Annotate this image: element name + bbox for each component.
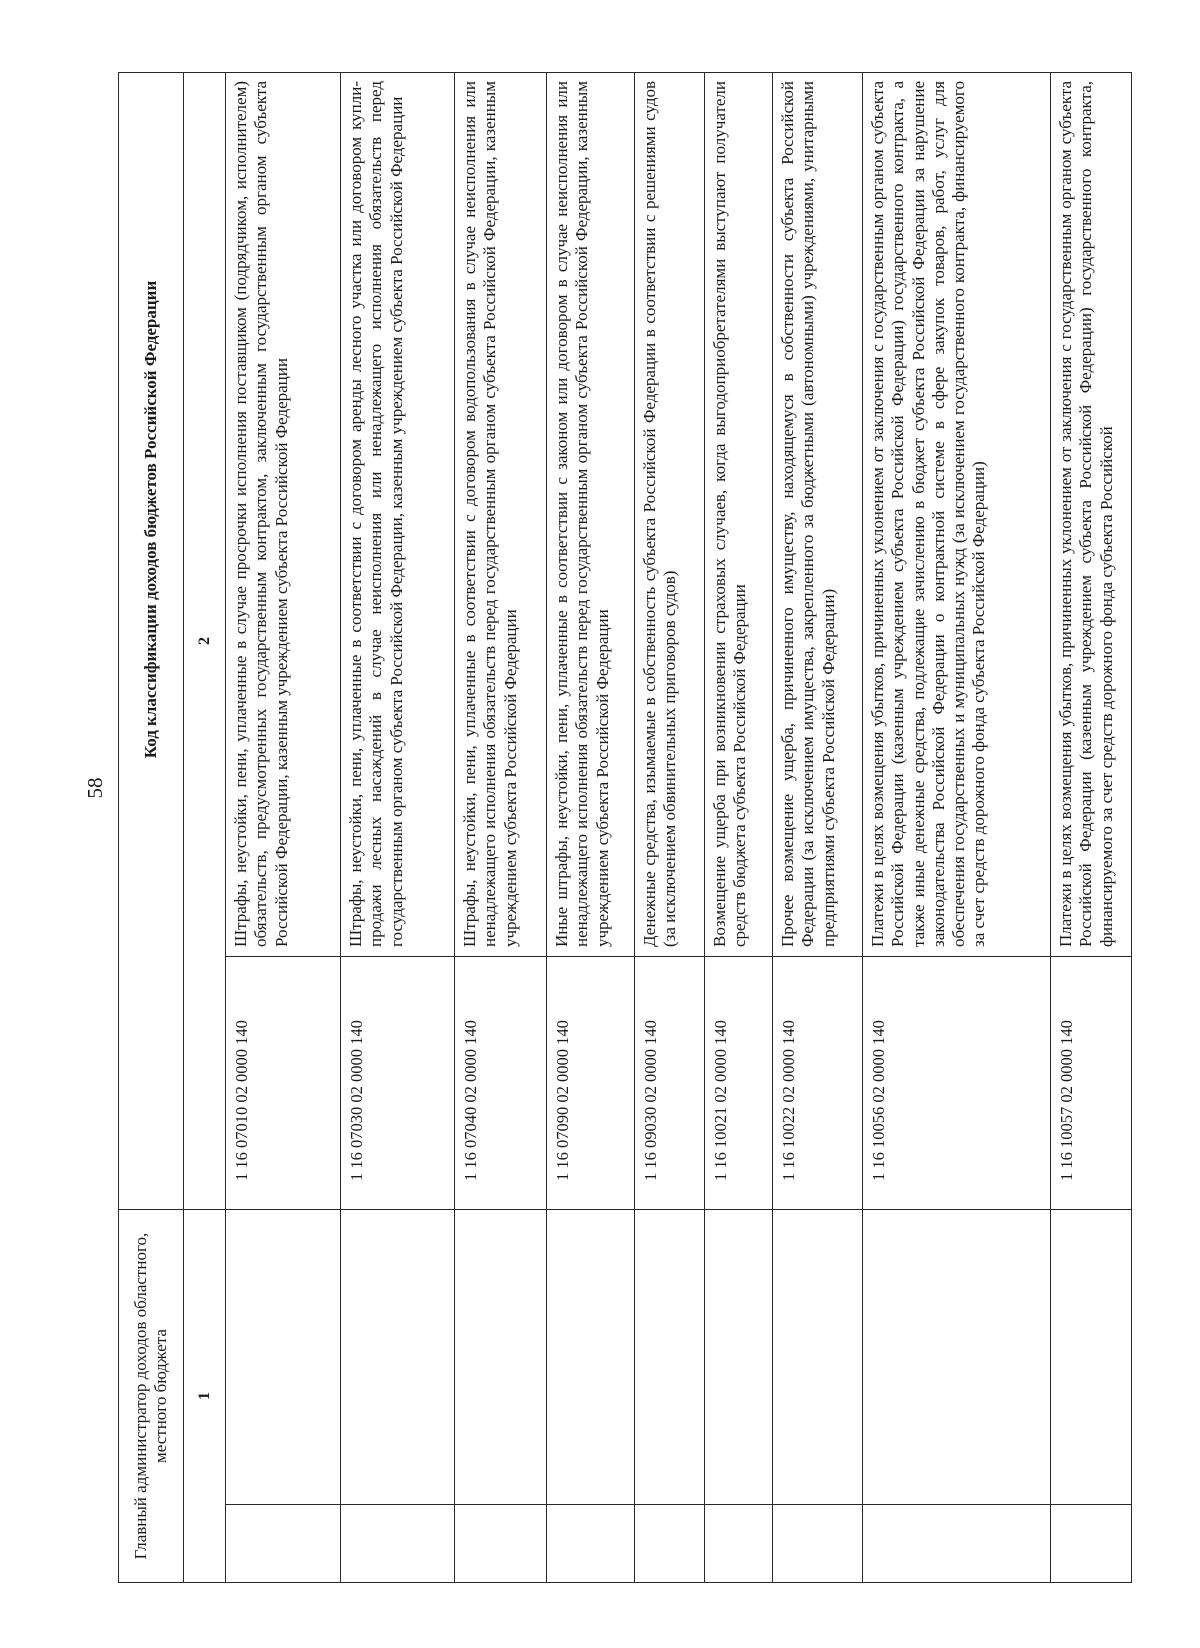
classification-code: 1 16 10021 02 0000 140 <box>704 956 773 1210</box>
classification-code: 1 16 10022 02 0000 140 <box>772 956 863 1210</box>
admin-cell <box>1050 1209 1132 1505</box>
admin-subcell <box>862 1504 1051 1583</box>
column-number-1: 1 <box>183 1209 226 1583</box>
admin-subcell <box>454 1504 547 1583</box>
income-description: Денежные средства, изымаемые в собственность субъекта Российской Федерации в соответствии с решениями судов (за исключением обвинительных приговоров судов) <box>634 72 705 957</box>
classification-code: 1 16 09030 02 0000 140 <box>634 956 705 1210</box>
header-code-column: Код классификации доходов бюджетов Российской Федерации <box>118 72 184 1210</box>
admin-cell <box>454 1209 547 1505</box>
income-description: Иные штрафы, неустойки, пени, уплаченные в соответствии с законом или договором в случае неисполнения или ненадлежащего исполнения обязательств перед государственным органом субъекта Российской Федерации, казенным учреждением субъекта Российской Федерации <box>546 72 635 957</box>
income-description: Платежи в целях возмещения убытков, причиненных уклонением от заключения с государственным органом субъекта Российской Федерации (казенным учреждением субъекта Российской Федерации) государственного контракта, финансируемого за счет средств дорожного фонда субъекта Российской <box>1050 72 1132 957</box>
classification-code: 1 16 07030 02 0000 140 <box>340 956 455 1210</box>
classification-code: 1 16 07040 02 0000 140 <box>454 956 547 1210</box>
admin-cell <box>634 1209 705 1505</box>
classification-code: 1 16 07010 02 0000 140 <box>225 956 341 1210</box>
income-description: Штрафы, неустойки, пени, уплаченные в соответствии с договором аренды лесного участка или договором купли-продажи лесных насаждений в случае неисполнения или ненадлежащего исполнения обязательств перед государственным органом субъекта Российской Федерации, казенным учреждением субъекта Российской Федерации <box>340 72 455 957</box>
admin-subcell <box>225 1504 341 1583</box>
admin-cell <box>340 1209 455 1505</box>
admin-subcell <box>772 1504 863 1583</box>
admin-cell <box>546 1209 635 1505</box>
income-description: Штрафы, неустойки, пени, уплаченные в случае просрочки исполнения поставщиком (подрядчиком, исполнителем) обязательств, предусмотренных государственным контрактом, заключенным государственным органом субъекта Российской Федерации, казенным учреждением субъекта Российской Федерации <box>225 72 341 957</box>
admin-subcell <box>704 1504 773 1583</box>
admin-subcell <box>1050 1504 1132 1583</box>
admin-subcell <box>340 1504 455 1583</box>
header-admin-column: Главный администратор доходов областного, местного бюджета <box>118 1209 184 1583</box>
page-number: 58 <box>83 777 107 799</box>
classification-code: 1 16 07090 02 0000 140 <box>546 956 635 1210</box>
column-number-2: 2 <box>183 72 226 1210</box>
income-description: Штрафы, неустойки, пени, уплаченные в соответствии с договором водопользования в случае неисполнения или ненадлежащего исполнения обязательств перед государственным органом субъекта Российской Федерации, казенным учреждением субъекта Российской Федерации <box>454 72 547 957</box>
classification-code: 1 16 10057 02 0000 140 <box>1050 956 1132 1210</box>
admin-cell <box>862 1209 1051 1505</box>
income-description: Платежи в целях возмещения убытков, причиненных уклонением от заключения с государственным органом субъекта Российской Федерации (казенным учреждением субъекта Российской Федерации) государственного контракта, а также иные денежные средства, подлежащие зачислению в бюджет субъекта Российской Федерации за нарушение законодательства Российской Федерации о контрактной системе в сфере закупок товаров, работ, услуг для обеспечения государственных и муниципальных нужд (за исключением государственного контракта, финансируемого за счет средств дорожного фонда субъекта Российской Федерации) <box>862 72 1051 957</box>
admin-subcell <box>546 1504 635 1583</box>
admin-cell <box>772 1209 863 1505</box>
admin-cell <box>704 1209 773 1505</box>
income-description: Прочее возмещение ущерба, причиненного имуществу, находящемуся в собственности субъекта Российской Федерации (за исключением имущества, закрепленного за бюджетными (автономными) учреждениями, унитарными предприятиями субъекта Российской Федерации) <box>772 72 863 957</box>
classification-code: 1 16 10056 02 0000 140 <box>862 956 1051 1210</box>
admin-cell <box>225 1209 341 1505</box>
admin-subcell <box>634 1504 705 1583</box>
income-description: Возмещение ущерба при возникновении страховых случаев, когда выгодоприобретателями выступают получатели средств бюджета субъекта Российской Федерации <box>704 72 773 957</box>
